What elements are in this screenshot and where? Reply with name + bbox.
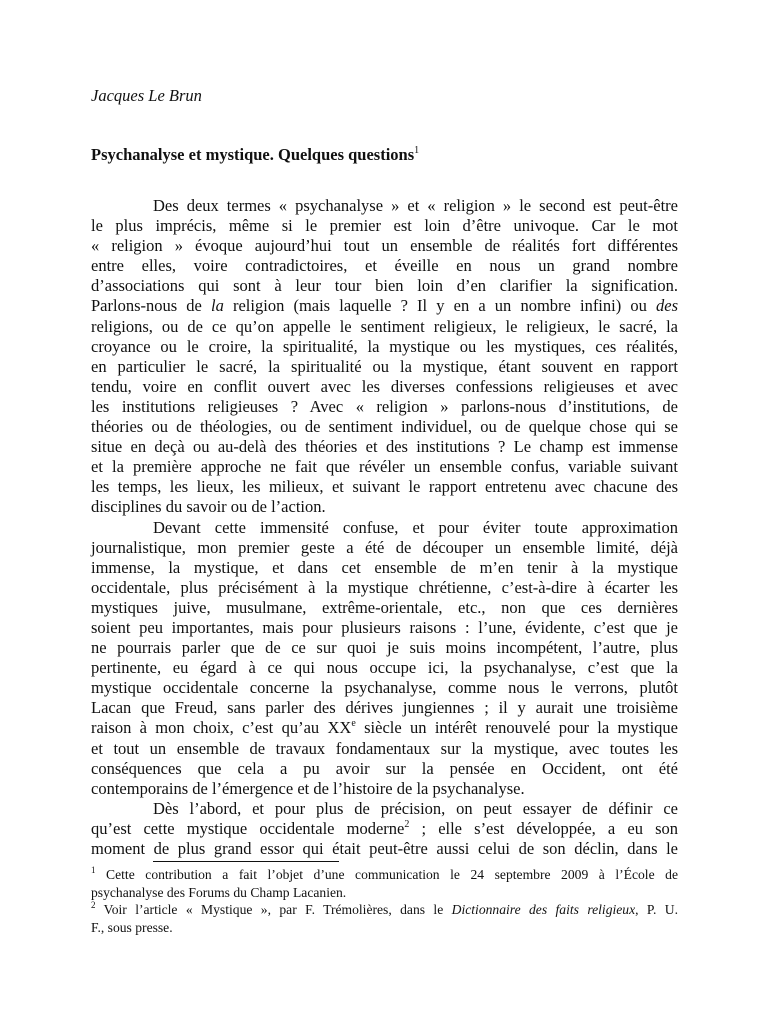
text-line: et la première approche ne fait que révéler un ensemble confus, variable suivant xyxy=(91,457,678,477)
footnote-text: Voir l’article « Mystique », par F. Trémolières, dans le xyxy=(95,902,452,917)
text-line: croyance ou le croire, la spiritualité, la mystique ou les mystiques, ces réalités, xyxy=(91,336,678,356)
text-span: Parlons-nous de xyxy=(91,296,212,316)
text-line: théories ou de théologies, ou de sentiment individuel, ou de quelque chose qui se xyxy=(91,417,678,437)
text-span: religion (mais laquelle ? Il y en a un nombre infini) ou xyxy=(223,296,656,316)
text-line: conséquences que cela a pu avoir sur la pensée en Occident, ont été xyxy=(91,758,678,778)
text-span: siècle un intérêt renouvelé pour la mystique xyxy=(355,718,679,738)
text-span: ; elle s’est développée, a eu son xyxy=(409,818,678,838)
text-line: tendu, voire en conflit ouvert avec les diverses confessions religieuses et avec xyxy=(91,376,678,396)
text-line: d’associations qui sont à leur tour bien loin d’en clarifier la signification. xyxy=(91,276,678,296)
text-line xyxy=(91,718,678,738)
text-line: disciplines du savoir ou de l’action. xyxy=(91,497,326,517)
text-line: et tout un ensemble de travaux fondamentaux sur la mystique, avec toutes les xyxy=(91,738,678,758)
footnote-text: Cette contribution a fait l’objet d’une communication le 24 septembre 2009 à l’École de xyxy=(95,867,678,882)
text-line: le plus imprécis, même si le premier est loin d’être univoque. Car le mot xyxy=(91,216,678,236)
text-line xyxy=(91,296,678,316)
century-numeral: XX xyxy=(327,718,352,738)
text-line: ne pourrais parler que de ce sur quoi je suis moins incompétent, l’autre, plus xyxy=(91,638,678,658)
text-line: Devant cette immensité confuse, et pour éviter toute approximation xyxy=(153,517,678,537)
text-line: les temps, les lieux, les milieux, et suivant le rapport entretenu avec chacune des xyxy=(91,477,678,497)
emphasis-la: la xyxy=(211,296,224,316)
title-text: Psychanalyse et mystique. Quelques questions xyxy=(91,145,415,164)
text-line: religions, ou de ce qu’on appelle le sentiment religieux, le religieux, le sacré, la xyxy=(91,316,678,336)
footnote-1 xyxy=(91,866,678,884)
emphasis-des: des xyxy=(656,296,678,316)
text-line: Dès l’abord, et pour plus de précision, on peut essayer de définir ce xyxy=(153,798,678,818)
text-line: « religion » évoque aujourd’hui tout un ensemble de réalités fort différentes xyxy=(91,236,678,256)
footnote-2-cont: F., sous presse. xyxy=(91,919,173,935)
text-line: occidentale, plus précisément à la mystique chrétienne, c’est-à-dire à écarter les xyxy=(91,577,678,597)
text-line: mystique occidentale concerne la psychanalyse, comme nous le verrons, plutôt xyxy=(91,678,678,698)
text-line: moment de plus grand essor qui était peut-être aussi celui de son déclin, dans le xyxy=(91,839,678,858)
text-line: en particulier le sacré, la spiritualité ou la mystique, étant souvent en rapport xyxy=(91,356,678,376)
body-text xyxy=(91,196,678,859)
text-line: contemporains de l’émergence et de l’histoire de la psychanalyse. xyxy=(91,778,525,798)
footnotes xyxy=(91,866,678,936)
text-line: soient peu importantes, mais pour plusieurs raisons : l’une, évidente, c’est que je xyxy=(91,617,678,637)
text-line: immense, la mystique, et dans cet ensemble de m’en tenir à la mystique xyxy=(91,557,678,577)
footnote-divider xyxy=(153,861,339,862)
text-line: mystiques juive, musulmane, extrême-orientale, etc., non que ces dernières xyxy=(91,597,678,617)
footnote-number: 2 xyxy=(91,900,96,910)
footnote-ref-2: 2 xyxy=(404,818,410,830)
footnote-book-title: Dictionnaire des faits religieux xyxy=(451,902,636,917)
text-line: les institutions religieuses ? Avec « religion » parlons-nous d’institutions, de xyxy=(91,396,678,416)
article-title xyxy=(91,145,419,165)
title-footnote-ref: 1 xyxy=(414,145,420,156)
footnote-1-cont: psychanalyse des Forums du Champ Lacanien. xyxy=(91,884,347,900)
text-line: pertinente, eu égard à ce qui nous occupe ici, la psychanalyse, c’est que la xyxy=(91,658,678,678)
text-span: raison à mon choix, c’est qu’au xyxy=(91,718,328,738)
footnote-number: 1 xyxy=(91,865,96,875)
text-line: situe en deçà ou au-delà des théories et des institutions ? Le champ est immense xyxy=(91,437,678,457)
text-line: Des deux termes « psychanalyse » et « religion » le second est peut-être xyxy=(153,196,678,215)
author-name: Jacques Le Brun xyxy=(91,86,202,105)
text-line: journalistique, mon premier geste a été de découper un ensemble limité, déjà xyxy=(91,537,678,557)
century-suffix: e xyxy=(351,718,356,730)
footnote-text: , P. U. xyxy=(635,902,678,917)
text-line: entre elles, voire contradictoires, et éveille en nous un grand nombre xyxy=(91,256,678,276)
text-line: Lacan que Freud, sans parler des dérives jungiennes ; il y aurait une troisième xyxy=(91,698,678,718)
footnote-2 xyxy=(91,901,678,919)
text-span: qu’est cette mystique occidentale moderne xyxy=(91,818,405,838)
text-line xyxy=(91,819,678,839)
